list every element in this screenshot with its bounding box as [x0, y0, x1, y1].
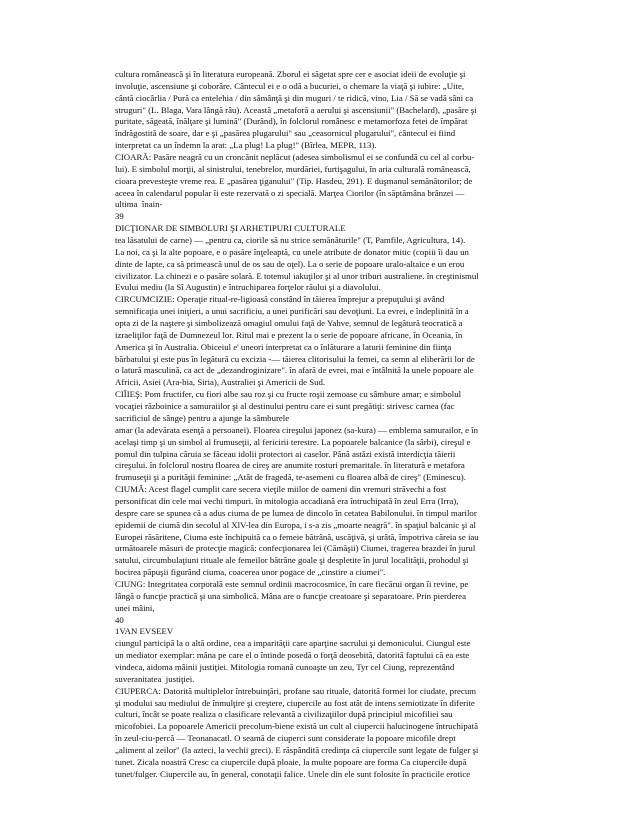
body-text-line: semnificaţia unei iniţieri, a unui sacrificiu, a unei purificări sau devoţiuni. La evrei, e îndeplinită în a: [115, 306, 469, 317]
body-text-line: micofobiei. La popoarele Americii precolum-biene există un cult al ciupercii halucinogene întruchipată: [115, 721, 478, 732]
body-text-line: culturi, încât se poate realiza o clasificare relevantă a civilizaţiilor după principiul micofiliei sau: [115, 709, 453, 720]
running-header: 1VAN EVSEEV: [115, 626, 174, 637]
body-text-line: frumuseţii şi a purităţii feminine: „Atât de fragedă, te-asemeni cu floarea albă de cireş" (Eminescu).: [115, 472, 466, 483]
body-text-line: un mediator exemplar: mâna pe care el o întinde posedă o forţă deosebită, datorită faptului că ea este: [115, 650, 470, 661]
body-text-line: Europei răsăritene, Ciuma este închipuită ca o femeie bătrână, uscăţivă, şi urâtă, împotriva căreia se iau: [115, 531, 479, 542]
body-text-line: civilizator. La chinezi e o pasăre solară. E totemul iakuţilor şi al unor triburi australiene. în creştinismul: [115, 270, 479, 281]
body-text-line: cântă ciocârlia / Pură ca entelehia / din sâmânţă şi din muguri / te ridică, vino, Lia / Să se vadă sâni ca: [115, 92, 474, 103]
body-text-line: în zeul-ciu-percă — Teonanacatl. O seamă de ciuperci sunt considerate la popoare micofile drept: [115, 733, 456, 744]
body-text-line: suveranitatea justiţiei.: [115, 673, 195, 684]
entry-circumcizie-start-line: CIRCUMCIZIE: Operaţie ritual-re-ligioasă constând în tăierea împrejur a prepuţului şi având: [115, 294, 445, 305]
body-text-line: interpretat ca un îndemn la arat: „La plug! La plug!" (Bîrlea, MEPR, 113).: [115, 140, 377, 151]
page-number: 39: [115, 211, 124, 222]
body-text-line: şi modului sau mediului de înmulţire şi creştere, ciupercile au fost atât de intens semiotizate în diferite: [115, 697, 475, 708]
body-text-line: personificat din cele mai vechi timpuri. în mitologia accadiană era întruchipată în zeul Erra (Irra),: [115, 495, 459, 506]
body-text-line: lui). E simbolul morţii, al sinistrului, tenebrelor, murdăriei, furtişagului, în aria culturală românească,: [115, 163, 471, 174]
body-text-line: amar (la adevărata esenţă a persoanei). Floarea cireşului japonez (sa-kura) — emblema samurailor, e în: [115, 424, 479, 435]
body-text-line: tunet/fulger. Ciupercile au, în general, conotaţii falice. Unele din ele sunt folosite în practicile erotice: [115, 768, 471, 779]
entry-ciung-start-line: CIUNG: Integritatea corporală este semnul ordinii macrocosmice, în care fiecărui organ îi revine, pe: [115, 578, 469, 589]
body-text-line: îndrăgostită de soare, dar e şi „pasărea plugarului" sau „ceasornicul plugarului", cântecul ei fiind: [115, 128, 456, 139]
body-text-line: satului, circumbulaţiuni rituale ale femeilor bătrâne goale şi despletite în jurul localităţii, prohodul şi: [115, 555, 469, 566]
body-text-line: sacrificiul de sânge) pentru a ajunge la sâmburele: [115, 412, 290, 423]
body-text-line: vindeca, aidoma mâinii justiţiei. Mitologia romană cunoaşte un zeu, Tyr cel Ciung, reprezentând: [115, 661, 455, 672]
body-text-line: tea lăsatului de carne) — „pentru ca, ciorile să nu strice semănăturile" (T, Pamfile, Agricultura, 14).: [115, 235, 466, 246]
body-text-line: ciungul participă la o altă ordine, cea a imparităţii care aparţine sacrului şi demonicului. Ciungul este: [115, 638, 471, 649]
body-text-line: bărbatului şi este pus în legătură cu excizia -— tăierea clitorisului la femei, ca semn al eliberării lor de: [115, 353, 475, 364]
body-text-line: dinte de lapte, ca să primească unul de os sau de oţel). La o serie de popoare uralo-altaice e un erou: [115, 258, 465, 269]
body-text-line: pomul din tulpina căruia se făceau idolii protectori ai caselor. Până astăzi există interdicţia tăierii: [115, 448, 456, 459]
body-text-line: „aliment al zeilor" (la azteci, la vechii greci). E răspândită credinţa că ciupercile sunt legate de fulger şi: [115, 744, 479, 755]
body-text-line: izraeliţilor faţă de Dumnezeul lor. Ritul mai e prezent la o serie de popoare africane, în Oceania, în: [115, 329, 463, 340]
entry-ciuperca-start-line: CIUPERCA: Datorită multiplelor întrebuinţări, profane sau rituale, datorită formei lor ciudate, precum: [115, 685, 477, 696]
body-text-line: lângă o funcţie practică şi una simbolică. Mâna are o funcţie creatoare şi separatoare. Prin pierderea: [115, 590, 466, 601]
body-text-line: puritate, săgeată, înălţare şi lumină" (Durând), în folclorul românesc e metamorfoza fetei de împărat: [115, 116, 468, 127]
body-text-line: despre care se spunea că a adus ciuma de pe lumea de dincolo în cetatea Babilonului. în timpul marilor: [115, 507, 477, 518]
body-text-line: struguri" (L. Blaga, Vara lângă râu). Această „metaforă a aerului şi ascensiunii" (Bachelard), „pasăre şi: [115, 104, 477, 115]
body-text-line: aceea în calendarul popular îi este rezervată o zi specială. Marţea Ciorilor (în săptămâna brânzei —: [115, 187, 465, 198]
body-text-line: America şi în Australia. Obiceiul e' uneori interpretat ca o înlăturare a laturii feminine din fiinţa: [115, 341, 452, 352]
body-text-line: bocirea păpuşii figurând ciuma, coacerea unor pogace de „cinstire a ciumei".: [115, 567, 386, 578]
body-text-line: involuţie, ascensiune şi coborâre. Cântecul ei e o odă a bucuriei, o chemare la viaţă şi iubire: „Uite,: [115, 80, 465, 91]
body-text-line: ultima înain-: [115, 199, 163, 210]
body-text-line: o latură masculină, ca act de „dezandroginizare". în afară de evrei, mai e întâlnită la unele popoare ale: [115, 365, 474, 376]
body-text-line: unei mâini,: [115, 602, 155, 613]
entry-cioara-start-line: CIOARĂ: Pasăre neagră cu un croncănit neplăcut (adesea simbolismul ei se confundă cu cel al corbu-: [115, 152, 475, 163]
running-header: DICŢIONAR DE SIMBOLURI ŞI ARHETIPURI CULTURALE: [115, 223, 346, 234]
body-text-line: cioara prevesteşte vreme rea. E „pasărea ţiganului" (Tip. Hasdeu, 291). E duşmanul semănătorilor; de: [115, 175, 473, 186]
entry-ciuma-start-line: CIUMĂ: Acest flagel cumplit care secera vieţile miilor de oameni din vremuri străvechi a fost: [115, 484, 447, 495]
body-text-line: cultura românească şi în literatura europeană. Zborul ei săgetat spre cer e asociat ideii de evoluţie şi: [115, 69, 466, 79]
entry-cires-start-line: CIÎIEŞ: Pom fructifer, cu fiori albe sau roz şi cu fructe roşii zemoase cu sâmbure amar; e simbolul: [115, 389, 462, 400]
body-text-line: cireşului. în folclorul nostru floarea de cireş are anumite rosturi premaritale. în literatură e metafora: [115, 460, 465, 471]
body-text-line: următoarele măsuri de protecţie magică: confecţionarea lei (Cămăşii) Ciumei, tragerea brazdei în jurul: [115, 543, 476, 554]
body-text-line: La noi, ca şi la alte popoare, e o pasăre înţeleaptă, cu unele atribute de donator mitic (copiii îi dau un: [115, 246, 469, 257]
body-text-line: tunet. Zicala noastră Cresc ca ciupercile după ploaie, la multe popoare are forma Ca ciupercile după: [115, 756, 467, 767]
body-text-line: opta zi de la naştere şi simbolizează omagiul omului faţă de Yahve, semnul de legătură teocratică a: [115, 318, 463, 329]
body-text-line: epidemii de ciumă din secolul al XlV-lea din Europa, i s-a zis „moarte neagră". în spaţiul balcanic şi al: [115, 519, 476, 530]
body-text-line: acelaşi timp şi un simbol al frumuseţii, al fericirii terestre. La popoarele balcanice (la sârbi), cireşul e: [115, 436, 471, 447]
body-text-line: Evului mediu (la Sî Augustin) e întruchiparea forţelor răului şi a diavolului.: [115, 282, 381, 293]
body-text-line: Africii, Asiei (Ara-bia, Siria), Australiei şi Americii de Sud.: [115, 377, 326, 388]
page-number: 40: [115, 614, 124, 625]
body-text-line: vocaţiei războinice a samuraiilor şi al destinului pentru care ei sunt pregătiţi: strivesc carnea (fac: [115, 401, 455, 412]
text-column: [115, 69, 595, 781]
